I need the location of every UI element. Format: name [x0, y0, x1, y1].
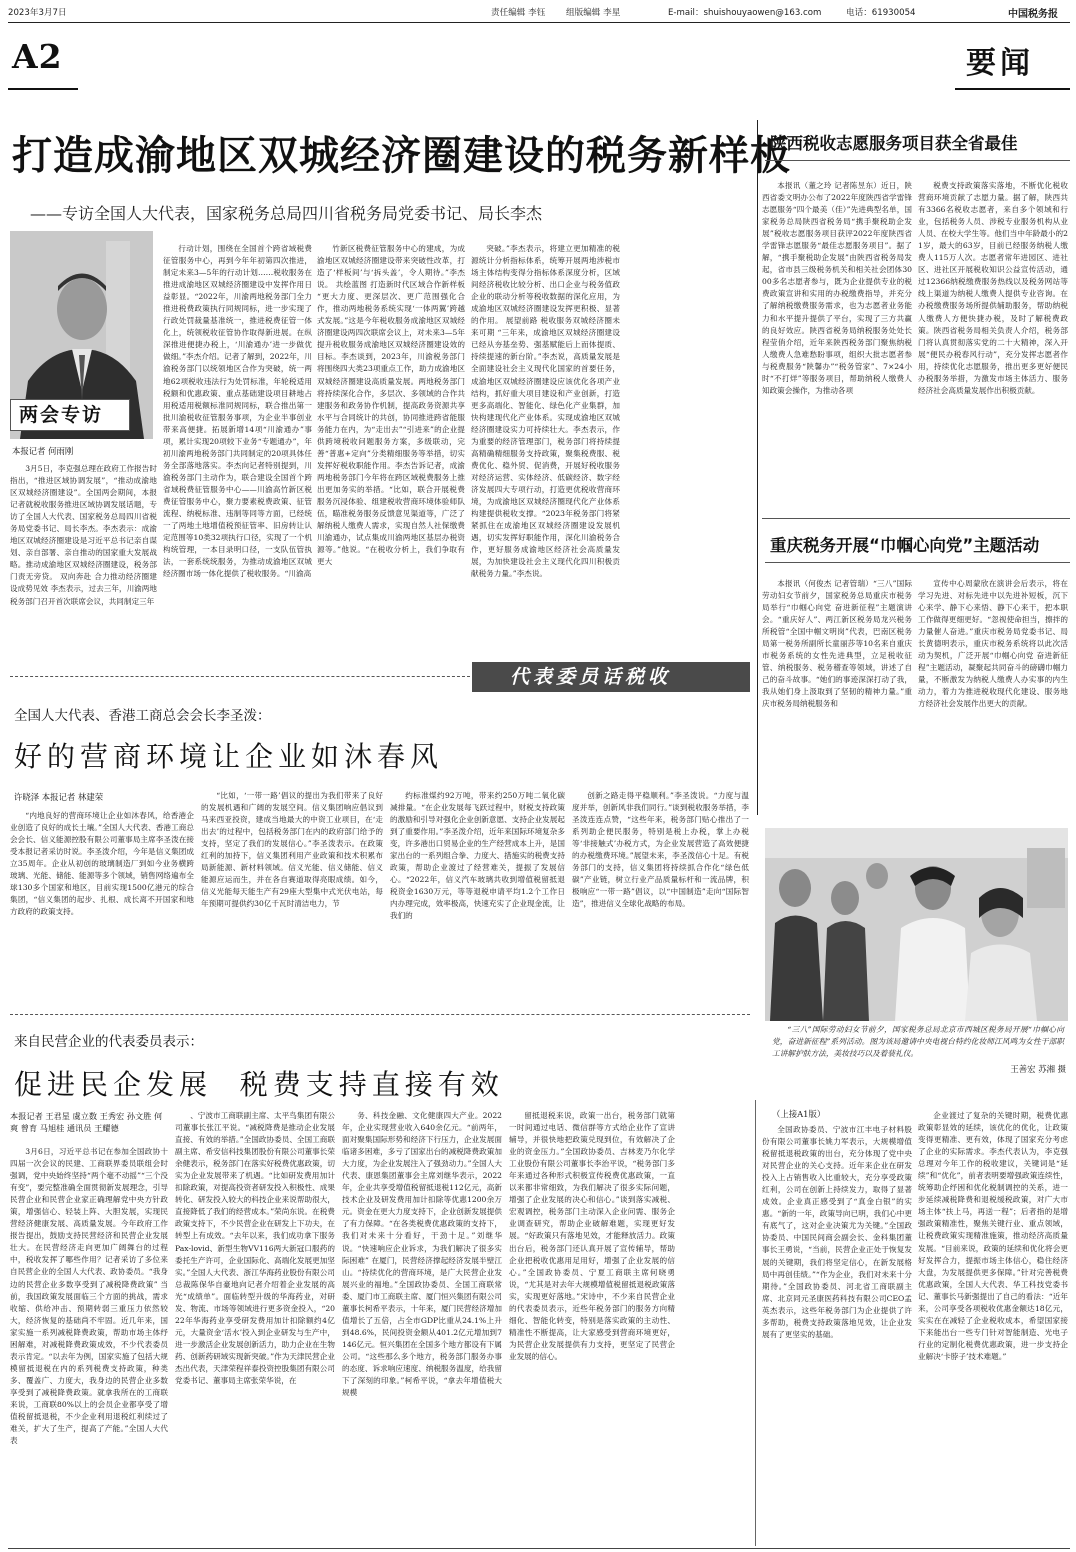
- page-number-rule: [8, 88, 78, 90]
- lead-headline: 打造成渝地区双城经济圈建设的税务新样板: [12, 133, 791, 179]
- lead-column-3: 竹新区税费征管服务中心的建成，为成渝地区双城经济圈建设带来突破性改革，打造了‘样板间’与‘拆头盖’，令人期待。”李杰说。 共绘蓝图 打造新时代区域合作新样板 “更大力度、更深层次、更广范围强化合作，推动两地税务系统实现‘一体两翼’跨越式发展。”这是今年税收服务成渝地区双城经济圈建设两四次联席会议上，对未来3—5年提升税收服务成渝地区双城经济圈建设效的目标。李杰谈到，2023年，川渝税务部门将围绕四大类23项重点工作，助力成渝地区双城经济圈建设高质量发展。两地税务部门将持续深化合作，多层次、多领域的合作共建服务和政务协作机制，提高政务资源共享水平与合同统计的共创，协同推进跨省能服务能力在内，为“走出去”“引进来”的企业提供跨境税收问题服务方案，多级联动，完善“普惠+定向”分类精细服务等举措，切实发挥好税收职能作用。李杰告诉记者，成渝两地税务部门今年将在跨区域税费服务上推出更加务实的举措。“比如，联合开展税费服务沉浸体验、组建税收营商环境体验师队伍，瞄准税务服务反馈意见渠道等，广泛了解纳税人缴费人需求，实现自然人社保缴费川渝通办，试点集成川渝两地区基层办税资源等。”他说。“在税收分析上，我们争取有更大: [317, 244, 465, 567]
- contact-email: E-mail：shuishouyaowen@163.com: [668, 8, 822, 18]
- interview-stamp: [10, 399, 130, 431]
- chongqing-column-2: 宣传中心周蒙欣在演讲会后表示，将在学习先进、对标先进中以先进补短板，沉下心来学、静下心来悟、静下心来干，把本职工作做得更细更好。“忽视使命担当，擦拌的力量催人奋进。”重庆市税务局党委书记、局长黄德明表示，重庆市税务系统将以此次活动为契机，广泛开展“巾帼心向党 奋进新征程”主题活动，凝聚起共同奋斗的磅礴巾帼力量，不断激发为纳税人缴费人办实事的内生动力，着力为推进税收现代化建设、服务地方经济社会发展作出更大的贡献。: [918, 579, 1068, 709]
- makeup-scene: [765, 828, 1068, 1021]
- li-byline: 许晓泽 本报记者 林建荣: [14, 792, 104, 802]
- photo-caption: “三八”国际劳动妇女节前夕，国家税务总局北京市西城区税务局开展“巾帼心向党，奋进新征程”系列活动。图为该局邀请中央电视台特约化妆师江风鸣为女性干部职工讲解护肤方法，美妆技巧以及着装礼仪。: [772, 1025, 1064, 1058]
- li-column-3: 约标准煤约92万吨，带来约250万吨二氧化碳减排量。“在企业发展每飞跃过程中，财税支持政策的激励和引导对强化企业创新意愿、支持企业发展起到了重要作用。”李圣泼介绍，近年来国际环境复杂多变，许多港出口贸易企业的生产经营成本上升，是国家出台的一系列组合拳、力度大、措施实的税费支持政策，帮助企业渡过了经营难关，提振了发展信心。“2022年，信义汽车玻璃共收到增值税留抵退税资金1630万元，等等退税申请平均1.2个工作日内办理完成，效率极高，快速充实了企业现金流，让我们的: [390, 791, 565, 921]
- photo-credit: 王善宏 苏湘 摄: [1010, 1064, 1066, 1074]
- section-rule: [955, 88, 1070, 90]
- lead-subhead: ——专访全国人大代表，国家税务总局四川省税务局党委书记、局长李杰: [30, 204, 543, 223]
- private-headline: 促进民企发展 税费支持直接有效: [14, 1068, 504, 1101]
- masthead-strip: [8, 6, 1070, 20]
- private-kicker: 来自民营企业的代表委员表示：: [14, 1034, 203, 1050]
- column-banner: [472, 662, 750, 692]
- right-column-divider: [757, 120, 758, 815]
- shaanxi-column-1: 本报讯（董之玲 记者陈昱东）近日，陕西省委文明办公布了2022年度陕西省学雷锋志愿服务“四个最美（佳）”先进典型名单，国家税务总局陕西省税务局“携手聚税助企发展”税收志愿服务项目获评2022年度陕西省学雷锋志愿服务“最佳志愿服务项目”。据了解，“携手聚税助企发展”由陕西省税务局发起，省市县三级税务机关和相关社会团体3000多名志愿者参与，既为企业提供专业的税费政策宣讲和实用的办税缴费指导，并充分了解纳税缴费服务需求，也为志愿者业务能力和水平提升提供了平台，实现了三方共赢的良好效应。陕西省税务局纳税服务处处长程莹俏介绍，近年来陕西税务部门聚焦纳税人缴费人急难愁盼事项，组织大批志愿者参与税费服务“陕馨办”“税务管家”、7×24小时“不打烊”等服务项目，帮助纳税人缴费人知政策会操作，为推动各项: [762, 181, 912, 395]
- chongqing-headline: 重庆税务开展“巾帼心向党”主题活动: [770, 536, 1040, 555]
- private-column-3: 务、科技金融、文化健康四大产业。2022年，企业实现营业收入640余亿元。“前两年，面对聚集国际形势和经济下行压力，企业发展面临诸多困难，多亏了国家出台的减税降费政策加大力度，为企业发展注入了强劲动力。”全国人大代表、康恩集团董事会主席刘继华表示，2022年，企业共享受增值税留抵退税112亿元，高新技术企业及研发费用加计扣除等优惠1200余万元。资金在更大力度支持下，企业创新发展提供了有力保障。“在各类税费优惠政策的支持下，我们对未来十分看好，干劲十足。”刘继华说。“快速响应企业诉求，为我们解决了很多实际困难” 在厦门，民营经济撑起经济发展半壁江山。“持续优化的营商环境，是广大民营企业发展兴业的福地。”全国政协委员、全国工商联常委、厦门市工商联主席、厦门恒兴集团有限公司董事长柯希平表示，十年来，厦门民营经济增加值增长了五倍，占全市GDP比重从24.1%上升到48.6%，民间投资金额从401.2亿元增加到7146亿元。恒兴集团在全国多个地方都设有下属公司。“这些那么多个地方，税务部门服务办事的态度、诉求响应速度、纳税服务温度，给我留下了深刻的印象。”柯希平说，“拿去年增值税大规模: [342, 1111, 502, 1398]
- interview-stamp-text: 两会专访: [19, 404, 104, 426]
- private-column-1: 3月6日，习近平总书记在参加全国政协十四届一次会议的民建、工商联界委员联组会时强调，党中央始终坚持“两个毫不动摇”“三个没有变”，要完整准确全面贯彻新发展理念，引导民营企业和民营企业家正确理解党中央方针政策，增强信心、轻装上阵、大胆发展，实现民营经济健康发展、高质量发展。今年政府工作报告提出，鼓励支持民营经济和民营企业发展壮大。在民营经济走向更加广阔舞台的过程中，税收发挥了哪些作用？记者采访了多位来自民营企业的全国人大代表、政协委员。“我身边的民营企业多数享受到了减税降费政策” 当前，我国政策发展面临三个方面的挑战，需求收缩、供给冲击、预期转弱三重压力依然较大，经济恢复的基础尚不牢固。近几年来，国家实施一系列减税降费政策，帮助市场主体纾困解难，对减税降费政策成效，不少代表委员表示肯定。“以去年为例，国家实施了包括大规模留抵退税在内的系列税费支持政策，种类多、覆盖广、力度大，我身边的民营企业多数享受到了减税降费政策。就拿我所在的工商联来说，工商联80%以上的会员企业都享受了增值税留抵退税，不少企业利用退税红利续过了难关，扩大了生产，提高了产能。”全国人大代表: [10, 1147, 168, 1446]
- continued-marker: （上接A1版）: [772, 1109, 826, 1119]
- section-separator-dashed: [10, 1014, 750, 1015]
- column-banner-text: 代表委员话税收: [510, 666, 672, 688]
- continued-column-2: 企业渡过了复杂的关键时期，税费优惠政策彰显效的延续，该优化的优化，让政策变得更精准、更有效，体现了国家充分考虑了企业的实际需求。李杰代表认为，李克强总理对今年工作的税收建议，关键词是“延续”和“优化”，前者表明要增强政策连续性，统筹助企纾困和优化税制调控的关系，进一步延续减税降费和退税缓税政策，对广大市场主体“扶上马，再送一程”；后者指的是增强政策精准性，聚焦关键行业、重点领域，让税费政策实现精准施策，推动经济高质量发展。“目前来说，政策的延续和优化将会更好发挥合力，提振市场主体信心，稳住经济大盘，为发展提供更多保障。”针对完善税费优惠政策，全国人大代表、华工科技党委书记、董事长马新强提出了自己的看法：“近年来，公司享受各项税收优惠金额达18亿元，实实在在减轻了企业税收成本，希望国家接下来能出台一些专门针对智能制造、光电子行业的定制化税费优惠政策，进一步支持企业解决‘卡脖子’技术难题。”: [918, 1111, 1068, 1361]
- contact-phone: 电话：61930054: [846, 8, 916, 18]
- shaanxi-column-2: 税费支持政策落实落地，不断优化税收营商环境贡献了志愿力量。据了解，陕西共有3366名税收志愿者，来自多个领域和行业，包括税务人员、涉税专业服务机构从业人员、在校大学生等。他们当中年龄最小的21岁，最大的63岁，目前已经服务纳税人缴费人115万人次。志愿者常年进园区、进社区、进社区开展税收知识公益宣传活动，通过12366纳税缴费服务热线以及税务网站等线上渠道为纳税人缴费人提供专业咨询。在办税缴费服务场所提供辅助服务，帮助纳税人缴费人方便快捷办税，及时了解税费政策。陕西省税务局相关负责人介绍，税务部门将认真贯彻落实党的二十大精神，深入开展“便民办税春风行动”，充分发挥志愿者作用，持续优化志愿服务，推出更多更好便民办税服务举措，为激发市场主体活力、服务经济社会高质量发展作出积极贡献。: [918, 181, 1068, 395]
- li-column-1: “内地良好的营商环境让企业如沐春风，给香港企业创造了良好的成长土壤。”全国人大代表、香港工商总会会长、信义能源控股有限公司董事局主席李圣泼在接受本报记者采访时说。李圣泼介绍，今年是信义集团成立35周年。企业从初创的玻璃制造厂到如今业务横跨玻璃、光能、储能、能源等多个领域，销售网络遍布全球130多个国家和地区，目前实现1500亿港元的综合集团，“信义集团的起步、扎根、成长离不开国家和地方政府的政策支持。: [10, 811, 194, 917]
- private-column-2: 、宁波市工商联副主席、太平鸟集团有限公司董事长张江平说。“减税降费是推动企业发展直接、有效的举措。”全国政协委员、全国工商联副主席、希安信科技集团股份有限公司董事长荣余健表示，税务部门在落实好税费优惠政策，切实为企业发展带来了机遇。“比如研发费用加计扣除政策，对提高投资者研发投入积极性、成果转化、研发投入较大的科技企业来说帮助很大，直接降低了我们的经营成本。”荣尚东说。在税费政策支持下，不少民营企业在研发上下功夫，在转型上有成效。“去年以来，我们成功拿下服务Pax-lovid、新型生物VV116两大新冠口服药的委托生产许可，企业国际化、高端化发展更加坚实。”全国人大代表、浙江华海药业股份有限公司总裁陈保华自豪地向记者介绍着企业发展的高光“成绩单”。面临转型升级的华海药业，对研发、物流、市场等领域进行更多资金投入，“2022年华海药业享受研发费用加计扣除额约4亿元，大量资金‘活水’投入到企业研发与生产中，进一步激活企业发展创新活力，助力企业在生物药、创新药研域实现新突破。”作为天津民营企业杰出代表，天津荣程祥泰投资控股集团有限公司党委书记、董事局主席张荣华说，在: [175, 1111, 335, 1386]
- lead-column-4: 突破。”李杰表示，将建立更加精准的税源统计分析指标体系，统筹开展两地涉税市场主体结构变得分指标体系深度分析，区域间经济税收比较分析、出口企业与税务值政企业的联动分析等税收数据的深化应用，为成渝地区双城经济圈建设发挥更积极、显著的作用。 展望前路 税收服务双城经济圈未来可期 “三年来，成渝地区双城经济圈建设已经从夯基垒势、强基赋能后上而体提质、持续提速的新台阶。”李杰说，高质量发展是全面建设社会主义现代化国家的首要任务，成渝地区双城经济圈建设应该优化各项产业结构，抓好重大项目建设和产业创新，打造更多高端化、智能化、绿色化产业集群，加快构建现代化产业体系。实现成渝地区双城经济圈建设实力可持续壮大。李杰表示，作为重要的经济管理部门，税务部门将持续提高精确精细服务支持政策，聚集税费服、税费优化、稳外贸、促消费，开展好税收服务对经济运营、实体经济、低碳经济、数字经济发展四大专项行动，打造更优税收营商环境，为成渝地区双城经济圈现代化产业体系构建提供税收支撑。“2023年税务部门将紧紧抓住在成渝地区双城经济圈建设发展机遇，切实发挥好职能作用，深化川渝税务合作，更好服务成渝地区经济社会高质量发展，为加快建设社会主义现代化四川积极贡献税务力量。”李杰说。: [471, 244, 620, 579]
- makeup-photo: [765, 828, 1068, 1021]
- section-name: 要闻: [966, 46, 1034, 81]
- header-rule: [8, 22, 1070, 23]
- lead-column-2: 行动计划，围绕在全国首个跨省域税费征管服务中心，再到今年年初第四次推进，制定未来3—5年的行动计划……税收服务在推进成渝地区双城经济圈建设中发挥作用日益彰显。“2022年，川渝两地税务部门全力推进税费政策执行同规同标，进一步实现了行政处罚裁量基准统一，推进税费征管一体化上，统领税收征管协作取得新进展。在纵深推进便捷办税上，‘川渝通办’进一步做优做细。”李杰介绍。记者了解到，2022年，川渝税务部门以统领地区合作为突破，统一两地62项税收违法行为处罚标准，年轮税适用税额和优惠政策、重点基础建设项目耕地占用税适用税额标准同规同标，联合推出第一批川渝税收征管服务事项，为企业半事创业带来高便捷。拓展新增14项“川渝通办”事项，累计实现20项较下业务“专题通办”，年初川渝两地税务部门共同制定的20项具体任务全部落地落实。李杰向记者特别提到，川渝税务部门主动作为，联合建设全国首个跨省域税费征管服务中心——川渝高竹新区税费征管服务中心，聚力要素税费政策、征管流程、纳税标准、违制等同等方面，已经统一了两地土地增值税预征管率、旧房转让认定范围等10类32项执行口径，实现了一个机构统管理，一本目录明口径，一支队伍管执法，一套系统统服务，为推动成渝地区双城经济圈市场一体化提供了税收服务。“川渝高: [163, 244, 312, 579]
- editor-credit: 责任编辑 李钰: [491, 8, 546, 18]
- shaanxi-headline: 陕西税收志愿服务项目获全省最佳: [770, 134, 1018, 153]
- continued-column-1: 全国政协委员、宁波市江丰电子材料股份有限公司董事长姚力军表示，大规模增值税留抵退税政策的出台，充分体现了党中央对民营企业的关心支持。近年来企业在研发投入上占销售收入比重较大，充分享受政策红利，公司在创新上持续发力，取得了显著成效。企业真正感受到了“真金白银”的实惠。“新的一年，政策导向已明，我们心中更有底气了，这对企业决策尤为关键。”全国政协委员、中国民间商会副会长、金科集团董事长王勇说，“当前，民营企业正处于恢复发展的关键期，我们将坚定信心，在新发展格局中再创佳绩。”“作为企业，我们对未来十分期待。”全国政协委员、河北省工商联副主席、北京同元圣康医药科技有限公司CEO孟英杰表示，这些年税务部门为企业提供了许多帮助，税费支持政策落地见效，让企业发展有了更坚实的基础。: [762, 1125, 912, 1339]
- issue-date: 2023年3月7日: [8, 8, 67, 18]
- paper-name: 中国税务报: [1008, 9, 1058, 20]
- chongqing-column-1: 本报讯（何俊杰 记者管瑞）“三八”国际劳动妇女节前夕，国家税务总局重庆市税务局举行“巾帼心向党 奋进新征程”主题演讲会。“重庆好人”、两江新区税务局龙兴税务所税管“全国中帼文明岗”代表，巴南区税务局第一税务所副所长童丽莎等10名来自重庆市税务系统的女性先进典型，立足税收征管、纳税服务、税务稽查等领域，讲述了自己的奋斗故事。“她们的事迹深深打动了我，我从她们身上汲取到了坚韧的精神力量。”重庆市税务局纳税服务和: [762, 579, 912, 709]
- private-byline: 本报记者 王君星 虞立数 王秀宏 孙文胜 何爽 曾育 马旭桂 通讯员 王耀德: [10, 1111, 163, 1133]
- banner-left-rule: [10, 676, 470, 677]
- page-number: A2: [12, 37, 63, 76]
- private-column-4: 留抵退税来说，政策一出台，税务部门就第一时间通过电话、微信群等方式给企业作了宣讲辅导，并很快地把政策兑现到位，有效解决了企业的资金压力。”全国政协委员、吉林麦乃尔化学工业股份有限公司董事长李治平说，“税务部门多年来通过各种形式积极宣传税费优惠政策，一直以来都非常细致，为我们解决了很多实际问题，增强了企业发展的决心和信心。”谈到落实减税、宏观调控，税务部门主动深入企业问需、服务企业调查研究，帮助企业破解难题，实现更好发展。“好政策只有落地见效，才能释放活力。政策出台后，税务部门还认真开展了宣传辅导，帮助企业把税收优惠用足用好，增强了企业发展的信心。”全国政协委员、宁夏工商联主席何晓勇说，“尤其是对去年大规模增值税留抵退税政策落实，实现更好落地。”宋诗中，不少来自民营企业的代表委员表示，近些年税务部门的服务方向精细化、智能化转变，特别是落实政策的主动性、精准性不断提高，让大家感受到营商环境更好，为民营企业发展提供有力支持，更坚定了民营企业发展的信心。: [509, 1111, 675, 1361]
- shaanxi-bottom-rule: [762, 518, 1070, 519]
- continued-divider: [755, 1100, 756, 1546]
- layout-editor-credit: 组版编辑 李星: [566, 8, 621, 18]
- li-column-2: “比如，‘一带一路’倡议的提出为我们带来了良好的发展机遇和广阔的发展空间。信义集团响应倡议到马来西亚投资，建成当地最大的中资工业项目，在‘走出去’的过程中，包括税务部门在内的政府部门给予的支持，坚定了我们的发展信心。”李圣泼表示。在政策红利的加持下，信义集团利用产业政策和技术积累布局新能源、新材料领域。信义光能、信义储能、信义能源应运而生，并在各自赛道取得亮眼成绩。如今，信义光能每天能生产有29座大型集中式光伏电站，每年预期可提供约30亿千瓦时清洁电力，节: [201, 791, 383, 909]
- chongqing-headline-rule: [765, 562, 1070, 563]
- bottom-rule: [8, 1548, 1070, 1549]
- li-column-4: 创新之路走得平稳顺利。”李圣泼说。“力度与温度并举，创新风非我们同行。”谈到税收服务举措，李圣泼连连点赞，“这些年来，税务部门贴心推出了一系列助企便民服务，特别是税上办税，掌上办税等‘非接触式’办税方式，为企业发展营造了高效便捷的办税缴费环境。”展望未来，李圣泼信心十足。有税务部门的支持，信义集团将持续抓合作化“绿色低碳”产业链，树立行业产品质量标杆和一流品牌，积极响应“一带一路”倡议，以“中国制造”走向“国际智造”，推进信义全球化战略的布局。: [572, 791, 749, 909]
- lead-byline: 本报记者 何雨刚: [12, 446, 74, 456]
- portrait-photo: [10, 231, 153, 439]
- li-headline: 好的营商环境让企业如沐春风: [14, 740, 444, 773]
- lead-column-1: 3月5日，李克强总理在政府工作报告时指出，“推进区域协调发展”，“推动成渝地区双城经济圈建设”。全国两会期间，本报记者就税收服务推进区域协调发展话题，专访了全国人大代表、国家税务总局四川省税务局党委书记、局长李杰。李杰表示：成渝地区双城经济圈建设是习近平总书记亲自谋划、亲自部署、亲自推动的国家重大发展战略。推动成渝地区双城经济圈建设，税务部门责无旁贷。 双向奔赴 合力推动经济圈建设成势见效 李杰表示，过去三年，川渝两地税务部门召开首次联席会议，共同制定三年: [10, 464, 157, 606]
- li-kicker: 全国人大代表、香港工商总会会长李圣泼：: [14, 708, 271, 724]
- shaanxi-headline-rule: [765, 160, 1070, 161]
